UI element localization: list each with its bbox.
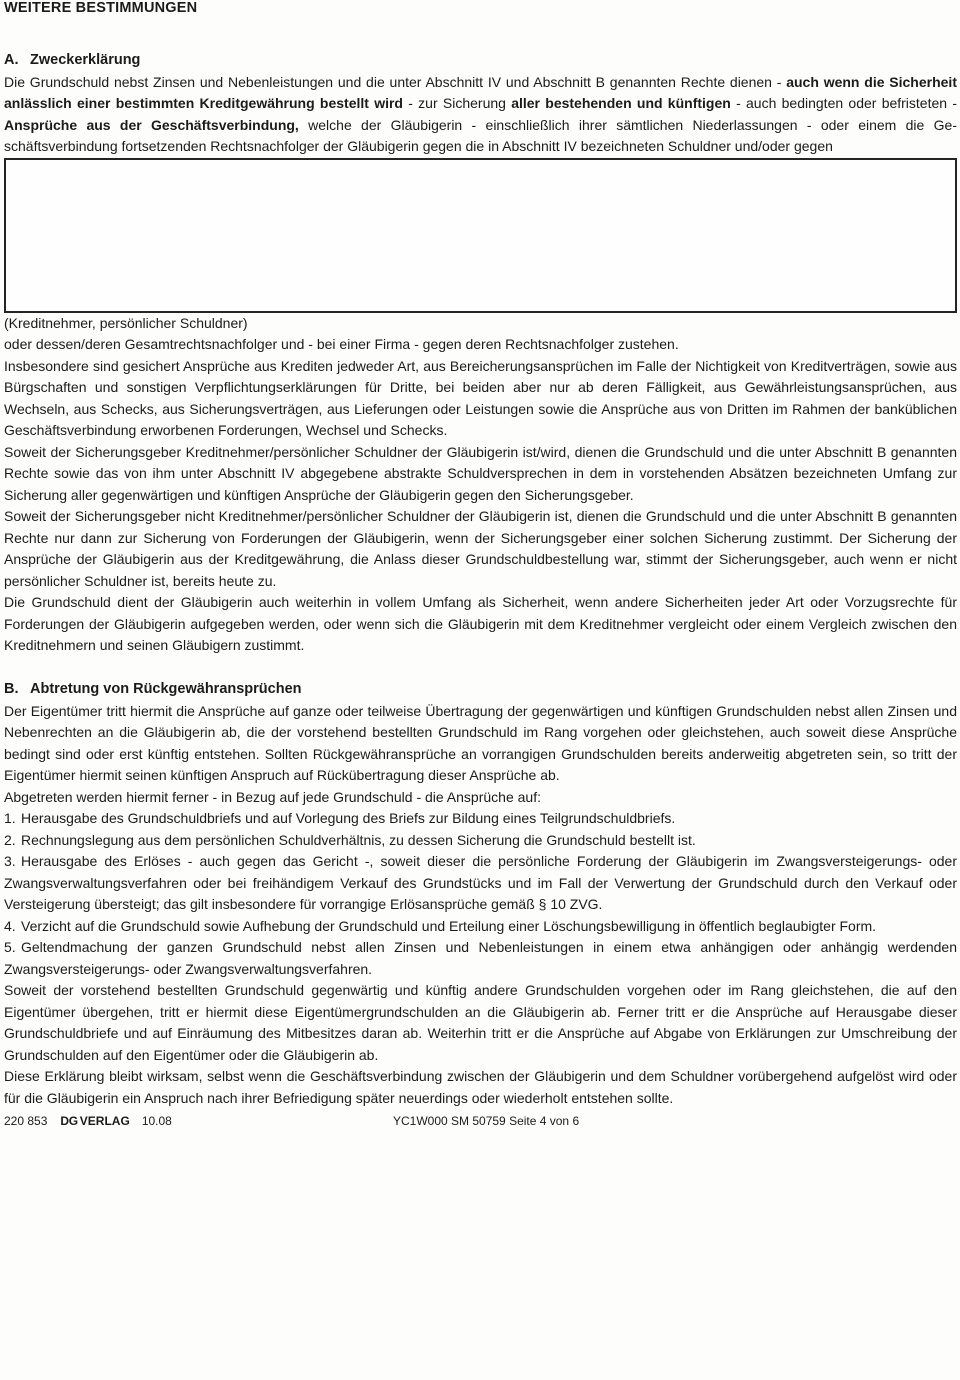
list-item-number: 1. [4,810,16,826]
successor-paragraph: oder dessen/deren Gesamtrechtsnachfolger und - bei einer Firma - gegen deren Rechtsnachfolger zustehen. [4,336,679,352]
list-item-text: Verzicht auf die Grundschuld sowie Aufhebung der Grundschuld und Erteilung einer Löschungsbewilligung in öffentlich beglaubigter Form. [21,917,877,934]
footer-left [4,1114,172,1128]
security-provider-is-debtor-paragraph: Soweit der Sicherungsgeber Kreditnehmer/persönlicher Schuldner der Gläubigerin ist/wird, dienen die Grundschuld und die unter Abschnitt B genannten Rechte sowie das von ihm unter Abschnitt IV abgegebene abstrakte Schuldversprechen in dem in vorstehenden Absätzen bezeichneten Umfang zur Sicherung aller gegenwärtigen und künftigen Ansprüche der Gläubigerin gegen den Sicherungsgeber. [4,443,957,503]
assignment-paragraph: Der Eigentümer tritt hiermit die Ansprüche auf ganze oder teilweise Übertragung der gegenwärtigen und künftigen Grundschulden nebst allen Zinsen und Nebenrechten an die Gläubigerin ab, die der vorstehend bestellten Grundschuld im Rang vorgehen oder gleichstehen, auch soweit diese Ansprüche bedingt sind oder erst künftig entstehen. Sollten Rückgewähransprüche an vorrangigen Grundschulden bereits anderweitig abgetreten sein, so tritt der Eigentümer hiermit seinen künftigen Anspruch auf Rückübertragung dieser Ansprüche ab. [4,702,957,783]
list-item-number: 4. [4,917,16,934]
validity-paragraph: Diese Erklärung bleibt wirksam, selbst wenn die Geschäftsverbindung zwischen der Gläubigerin und dem Schuldner vorübergehend aufgelöst wird oder für die Gläubigerin ein Anspruch nach ihrer Befriedigung später neuerdings oder wiederholt entstehen sollte. [4,1068,957,1106]
section-b-label: B. [4,681,19,697]
section-b-title: Abtretung von Rückgewähransprüchen [30,681,302,697]
list-item-text: Herausgabe des Erlöses - auch gegen das Gericht -, soweit dieser die persönliche Forderung der Gläubigerin im Zwangsversteigerungs- oder Zwangsverwaltungsverfahren oder bei freihändigem Verkauf des Grundstücks und im Fall der Verwertung der Grundschuld durch den Verkauf oder Versteigerung übersteigt; das gilt insbesondere für vorrangige Erlösansprüche gemäß § 10 ZVG. [4,853,957,912]
list-item [4,851,957,916]
list-item-text: Herausgabe des Grundschuldbriefs und auf Vorlegung des Briefs zur Bildung eines Teilgrundschuldbriefs. [21,810,676,826]
list-item-number: 3. [4,853,16,869]
list-item-number: 2. [4,831,16,848]
list-item [4,808,957,830]
section-b-heading [4,679,957,701]
edition-number: 10.08 [141,1114,172,1128]
secured-claims-paragraph: Insbesondere sind gesichert Ansprüche aus Krediten jedweder Art, aus Bereicherungsansprüchen im Falle der Nichtigkeit von Kreditverträgen, sowie aus Bürgschaften und sonstigen Verpflichtungserklärungen für Dritte, bei beiden aber nur ab deren Fälligkeit, aus Gewährleistungsansprüchen, aus Wechseln, aus Schecks, aus Sicherungsverträgen, aus Lieferungen oder Leistungen sowie die Ansprüche aus von Dritten im Rahmen der banküblichen Geschäftsverbindung erworbenen Forderungen, Wechsel und Schecks. [4,357,957,438]
debtor-entry-box [4,158,957,313]
purpose-declaration-paragraph: Die Grundschuld nebst Zinsen und Nebenleistungen und die unter Abschnitt IV und Abschnitt B genannten Rechte dienen - auch wenn die Sicherheit anlässlich einer bestimmten Kreditgewährung bestellt wird - zur Sicherung aller bestehenden und künftigen - auch bedingten oder befristeten - Ansprüche aus der Geschäftsverbindung, welche der Gläubigerin - einschließlich ihrer sämtlichen Niederlassungen - oder einem die Geschäftsverbindung fortsetzenden Rechtsnachfolger der Gläubigerin gegen die in Abschnitt IV bezeichneten Schuldner und/oder gegen [4,73,958,154]
form-number: 220 853 [4,1114,48,1128]
section-a-title: Zweckerklärung [30,52,141,68]
page-footer [4,1114,957,1129]
document-title: WEITERE BESTIMMUNGEN [4,0,198,16]
footer-page-reference: YC1W000 SM 50759 Seite 4 von 6 [393,1114,580,1128]
section-a-heading [4,50,957,72]
section-a-label: A. [4,52,19,68]
list-item-text: Rechnungslegung aus dem persönlichen Schuldverhältnis, zu dessen Sicherung die Grundschuld bestellt ist. [21,831,696,848]
list-item-number: 5. [4,939,16,955]
continued-security-paragraph: Die Grundschuld dient der Gläubigerin auch weiterhin in vollem Umfang als Sicherheit, wenn andere Sicherheiten jeder Art oder Vorzugsrechte für Forderungen der Gläubigerin aufgegeben werden, oder wenn sich die Gläubigerin mit dem Kreditnehmer vergleicht oder einem Vergleich zwischen den Kreditnehmern und seinen Gläubigern zustimmt. [4,594,957,653]
publisher-name-rest: VERLAG [79,1114,130,1128]
list-item [4,916,957,938]
list-item-text: Geltendmachung der ganzen Grundschuld nebst allen Zinsen und Nebenleistungen in einem etwa anhängigen oder anhängig werdenden Zwangsversteigerungs- oder Zwangsverwaltungsverfahren. [4,939,957,977]
publisher-name: DG [60,1114,78,1128]
assigned-claims-intro-paragraph: Abgetreten werden hiermit ferner - in Bezug auf jede Grundschuld - die Ansprüche auf: [4,788,541,805]
list-item [4,830,957,852]
security-provider-not-debtor-paragraph: Soweit der Sicherungsgeber nicht Kreditnehmer/persönlicher Schuldner der Gläubigerin ist, dienen die Grundschuld und die unter Abschnitt B genannten Rechte nur dann zur Sicherung von Forderungen der Gläubigerin, wenn der Sicherungsgeber einer solchen Sicherung zustimmt. Der Sicherung der Ansprüche der Gläubigerin aus der Kreditgewährung, die Anlass dieser Grundschuldbestellung war, stimmt der Sicherungsgeber, auch wenn er nicht persönlicher Schuldner ist, bereits heute zu. [4,508,957,589]
debtor-box-caption: (Kreditnehmer, persönlicher Schuldner) [4,314,248,331]
owner-land-charges-paragraph: Soweit der vorstehend bestellten Grundschuld gegenwärtig und künftig andere Grundschulden vorgehen oder im Rang gleichstehen, die auf den Eigentümer übergehen, tritt er hiermit diese Eigentümergrundschulden an die Gläubigerin ab. Ferner tritt er die Ansprüche auf Herausgabe dieser Grundschuldbriefe und auf Einräumung des Mitbesitzes daran ab. Weiterhin tritt er die Ansprüche auf Abgabe von Erklärungen zur Umschreibung der Grundschulden auf den Eigentümer oder die Gläubigerin ab. [4,982,957,1063]
list-item [4,937,957,980]
